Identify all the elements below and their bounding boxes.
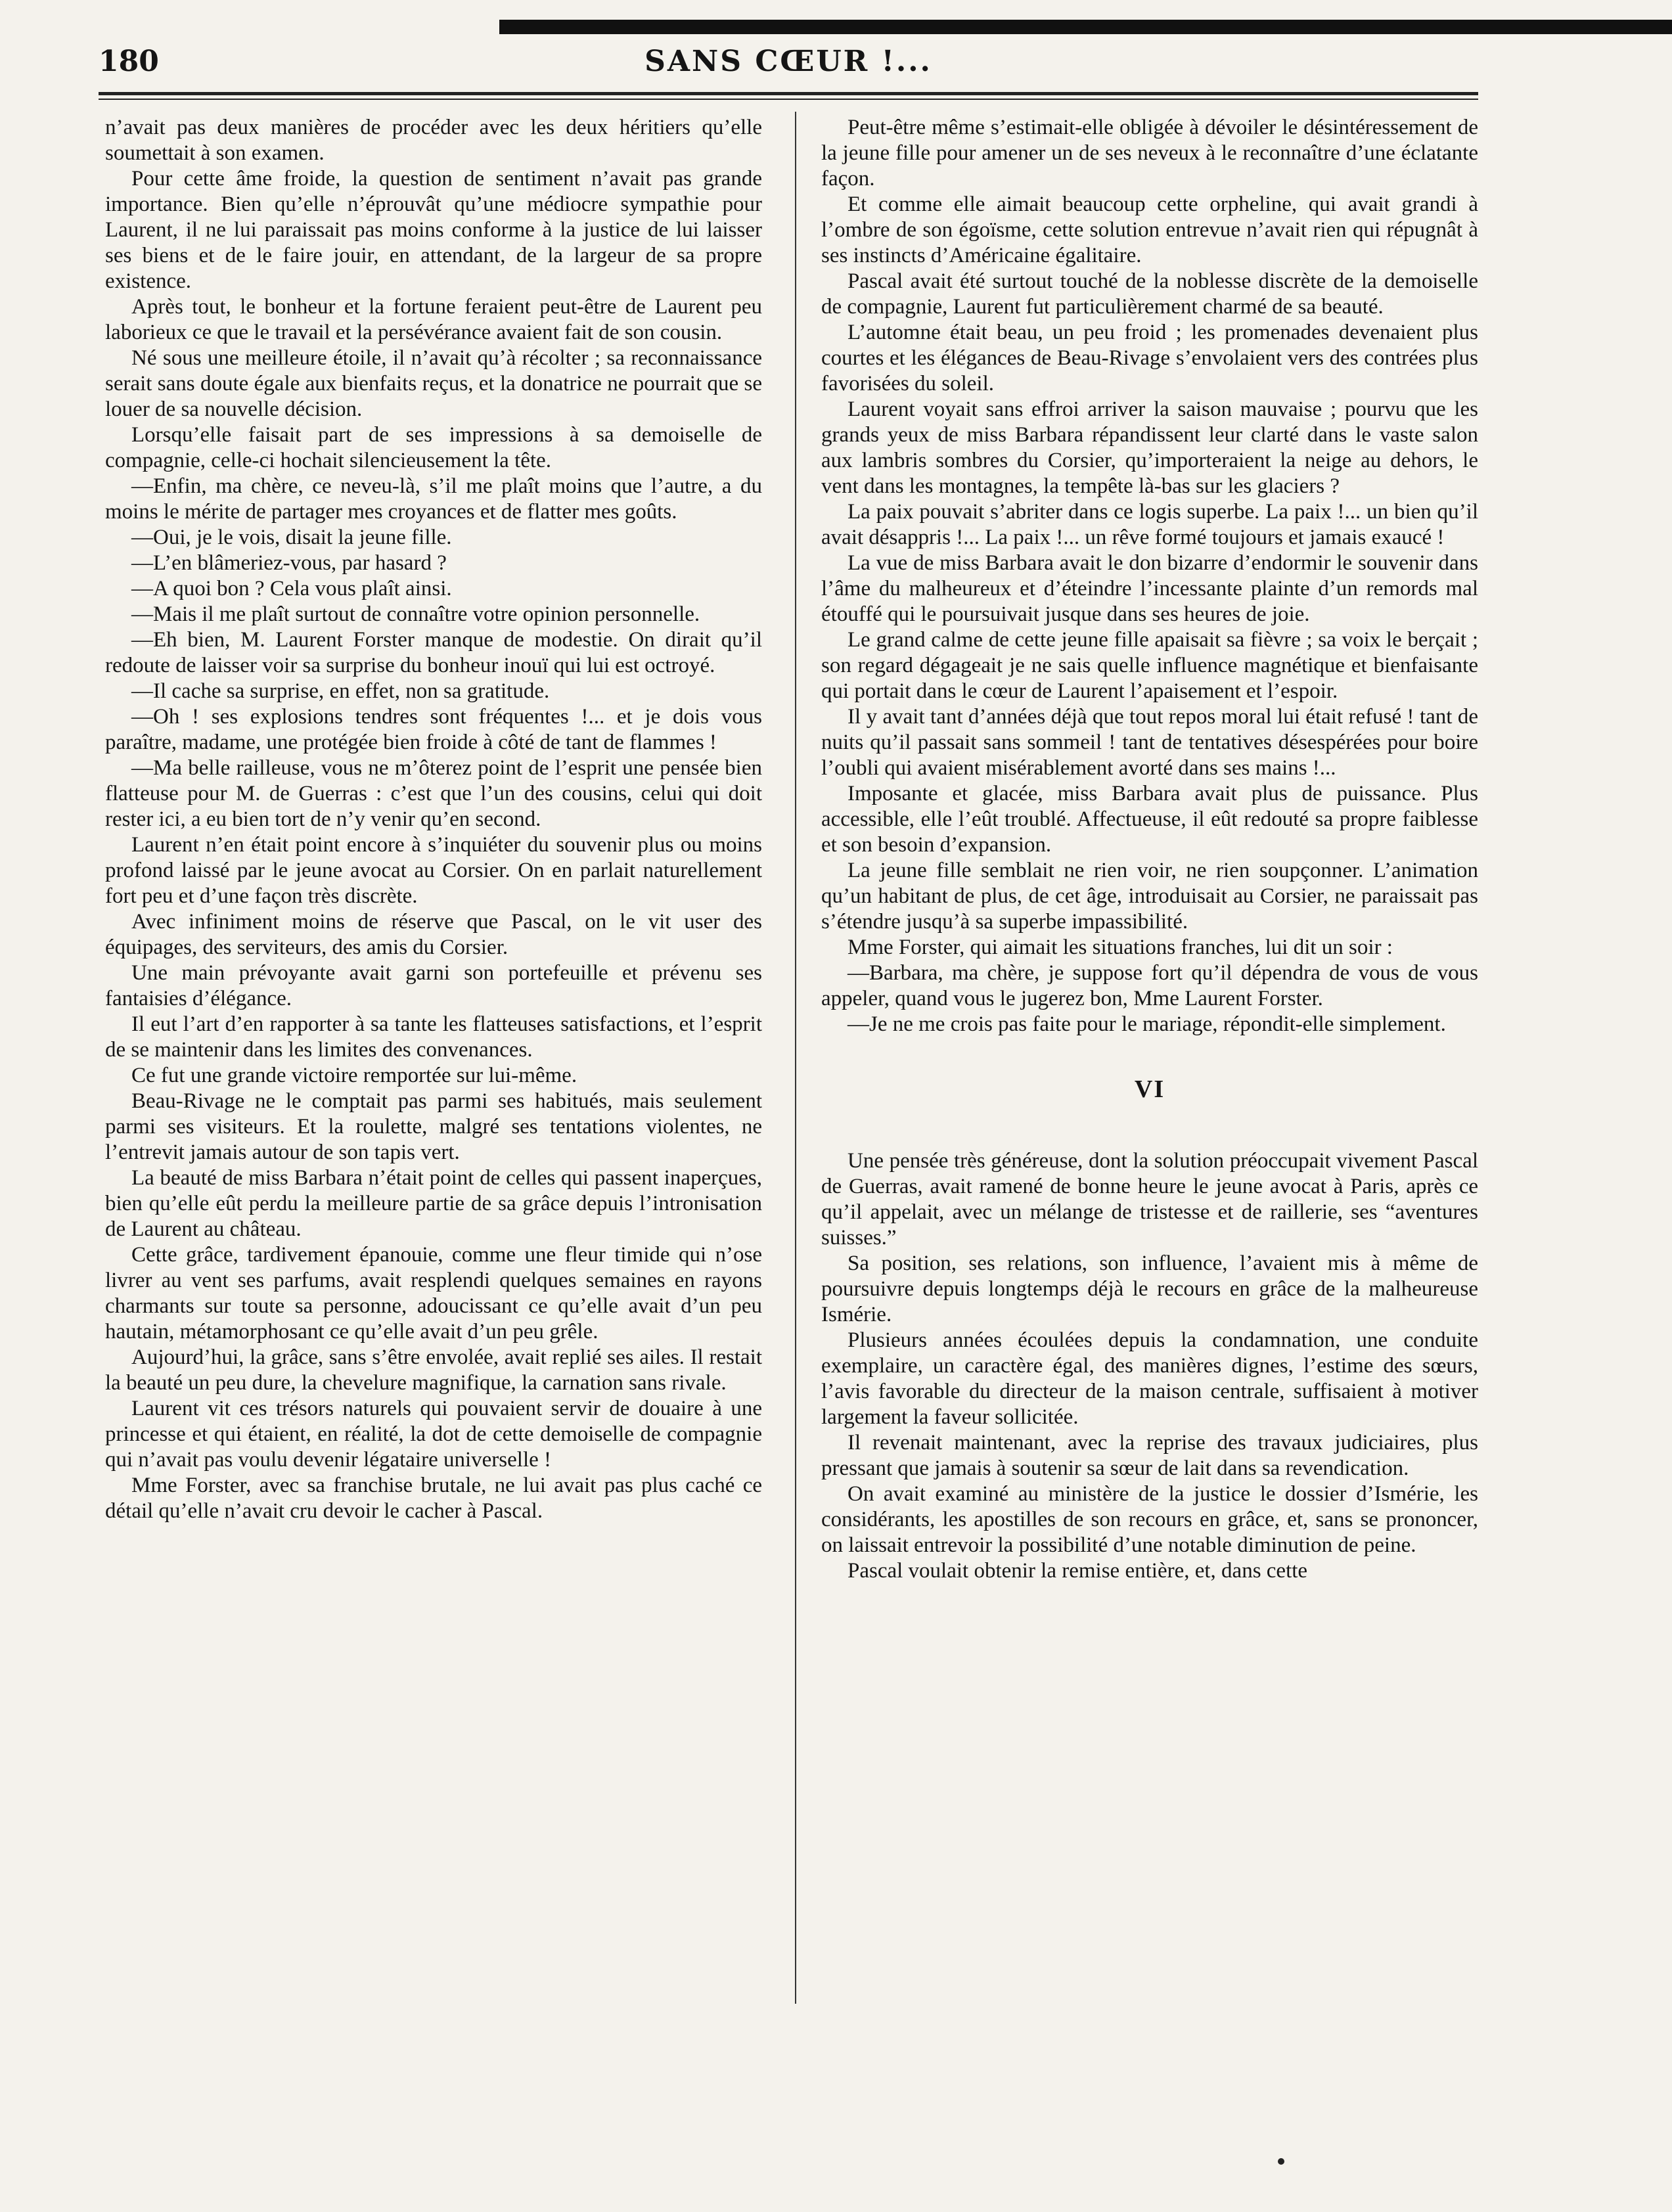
header-rule-thin: [99, 99, 1478, 100]
paragraph: Sa position, ses relations, son influence, l’avaient mis à même de poursuivre depuis longtemps déjà le recours en grâce de la malheureuse Ismérie.: [821, 1252, 1478, 1326]
paragraph: —L’en blâmeriez-vous, par hasard ?: [131, 551, 447, 575]
paragraph: —Mais il me plaît surtout de connaître votre opinion personnelle.: [131, 602, 700, 626]
paragraph: Il eut l’art d’en rapporter à sa tante les flatteuses satisfactions, et l’esprit de se maintenir dans les limites des convenances.: [105, 1012, 762, 1062]
paragraph: —A quoi bon ? Cela vous plaît ainsi.: [131, 577, 452, 600]
running-title: SANS CŒUR !...: [644, 45, 932, 78]
paragraph: —Eh bien, M. Laurent Forster manque de modestie. On dirait qu’il redoute de laisser voir sa surprise du bonheur inouï qui lui est octroyé.: [105, 628, 762, 677]
paragraph: La jeune fille semblait ne rien voir, ne rien soupçonner. L’animation qu’un habitant de plus, de cet âge, introduisait au Corsier, ne paraissait pas s’étendre jusqu’à sa superbe impassibilité.: [821, 859, 1478, 934]
paragraph: —Oh ! ses explosions tendres sont fréquentes !... et je dois vous paraître, madame, une protégée bien froide à côté de tant de flammes !: [105, 705, 762, 754]
paragraph: Une pensée très généreuse, dont la solution préoccupait vivement Pascal de Guerras, avait ramené de bonne heure le jeune avocat à Paris, après ce qu’il appelait, avec un mélange de tristesse et de raillerie, ses “aventures suisses.”: [821, 1149, 1478, 1250]
right-column-bottom-text: [821, 1148, 1478, 1584]
paragraph: —Oui, je le vois, disait la jeune fille.: [131, 526, 452, 549]
page-header: [99, 39, 1478, 92]
paragraph: La vue de miss Barbara avait le don bizarre d’endormir le souvenir dans l’âme du malheureux et d’éteindre l’incessante plainte d’un remords mal étouffé qui le poursuivait jusque dans ses heures de joie.: [821, 551, 1478, 626]
paragraph: L’automne était beau, un peu froid ; les promenades devenaient plus courtes et les élégances de Beau-Rivage s’envolaient vers des contrées plus favorisées du soleil.: [821, 321, 1478, 395]
left-column: [105, 115, 762, 1524]
paragraph: —Enfin, ma chère, ce neveu-là, s’il me plaît moins que l’autre, a du moins le mérite de partager mes croyances et de flatter mes goûts.: [105, 474, 762, 524]
paragraph: Avec infiniment moins de réserve que Pascal, on le vit user des équipages, des serviteurs, des amis du Corsier.: [105, 910, 762, 959]
paragraph: Mme Forster, avec sa franchise brutale, ne lui avait pas plus caché ce détail qu’elle n’avait cru devoir le cacher à Pascal.: [105, 1474, 762, 1523]
right-column-top-text: [821, 115, 1478, 1037]
ink-dot-mark: [1278, 2158, 1284, 2165]
paragraph: La beauté de miss Barbara n’était point de celles qui passent inaperçues, bien qu’elle eût perdu la meilleure partie de sa grâce depuis l’intronisation de Laurent au château.: [105, 1166, 762, 1241]
right-column: [821, 115, 1478, 1584]
paragraph: n’avait pas deux manières de procéder avec les deux héritiers qu’elle soumettait à son examen.: [105, 116, 762, 165]
paragraph: Aujourd’hui, la grâce, sans s’être envolée, avait replié ses ailes. Il restait la beauté un peu dure, la chevelure magnifique, la carnation sans rivale.: [105, 1345, 762, 1395]
paragraph: Laurent voyait sans effroi arriver la saison mauvaise ; pourvu que les grands yeux de miss Barbara répandissent leur clarté dans le vaste salon aux lambris sombres du Corsier, qu’importeraient la neige au dehors, le vent dans les montagnes, la tempête là-bas sur les glaciers ?: [821, 397, 1478, 498]
paragraph: Après tout, le bonheur et la fortune feraient peut-être de Laurent peu laborieux ce que le travail et la persévérance avaient fait de son cousin.: [105, 295, 762, 344]
paragraph: Cette grâce, tardivement épanouie, comme une fleur timide qui n’ose livrer au vent ses parfums, avait resplendi quelques semaines en rayons charmants sur toute sa personne, adoucissant ce qu’elle avait d’un peu hautain, métamorphosant ce qu’elle avait d’un peu grêle.: [105, 1243, 762, 1343]
paragraph: —Je ne me crois pas faite pour le mariage, répondit-elle simplement.: [847, 1012, 1446, 1036]
paragraph: Lorsqu’elle faisait part de ses impressions à sa demoiselle de compagnie, celle-ci hochait silencieusement la tête.: [105, 423, 762, 472]
paragraph: Et comme elle aimait beaucoup cette orpheline, qui avait grandi à l’ombre de son égoïsme, cette solution entrevue n’avait rien qui répugnât à ses instincts d’Américaine égalitaire.: [821, 192, 1478, 267]
paragraph: Laurent vit ces trésors naturels qui pouvaient servir de douaire à une princesse et qui étaient, en réalité, la dot de cette demoiselle de compagnie qui n’avait pas voulu devenir légataire universelle !: [105, 1397, 762, 1472]
paragraph: Une main prévoyante avait garni son portefeuille et prévenu ses fantaisies d’élégance.: [105, 961, 762, 1010]
paragraph: Il revenait maintenant, avec la reprise des travaux judiciaires, plus pressant que jamais à soutenir sa sœur de lait dans sa revendication.: [821, 1431, 1478, 1480]
section-heading: VI: [1134, 1075, 1165, 1103]
paragraph: Plusieurs années écoulées depuis la condamnation, une conduite exemplaire, un caractère égal, des manières dignes, l’estime des sœurs, l’avis favorable du directeur de la maison centrale, suffisaient à motiver largement la faveur sollicitée.: [821, 1328, 1478, 1429]
paragraph: Pascal avait été surtout touché de la noblesse discrète de la demoiselle de compagnie, Laurent fut particulièrement charmé de sa beauté.: [821, 269, 1478, 319]
paragraph: Peut-être même s’estimait-elle obligée à dévoiler le désintéressement de la jeune fille pour amener un de ses neveux à le reconnaître d’une éclatante façon.: [821, 116, 1478, 191]
paragraph: —Barbara, ma chère, je suppose fort qu’il dépendra de vous de vous appeler, quand vous le jugerez bon, Mme Laurent Forster.: [821, 961, 1478, 1010]
header-rule-thick: [99, 92, 1478, 95]
page-number: 180: [99, 45, 159, 78]
paragraph: —Il cache sa surprise, en effet, non sa gratitude.: [131, 679, 550, 703]
paragraph: On avait examiné au ministère de la justice le dossier d’Ismérie, les considérants, les apostilles de son recours en grâce, et, sans se prononcer, on laissait entrevoir la possibilité d’une notable diminution de peine.: [821, 1482, 1478, 1557]
paragraph: Beau-Rivage ne le comptait pas parmi ses habitués, mais seulement parmi ses visiteurs. Et la roulette, malgré ses tentations violentes, ne l’entrevit jamais autour de son tapis vert.: [105, 1089, 762, 1164]
paragraph: La paix pouvait s’abriter dans ce logis superbe. La paix !... un bien qu’il avait désappris !... La paix !... un rêve formé toujours et jamais exaucé !: [821, 500, 1478, 549]
top-black-bar: [499, 20, 1672, 34]
paragraph: Laurent n’en était point encore à s’inquiéter du souvenir plus ou moins profond laissé par le jeune avocat au Corsier. On en parlait naturellement fort peu et d’une façon très discrète.: [105, 833, 762, 908]
paragraph: Imposante et glacée, miss Barbara avait plus de puissance. Plus accessible, elle l’eût troublé. Affectueuse, il eût redouté sa propre faiblesse et son besoin d’expansion.: [821, 782, 1478, 857]
paragraph: Ce fut une grande victoire remportée sur lui-même.: [131, 1064, 577, 1087]
paragraph: —Ma belle railleuse, vous ne m’ôterez point de l’esprit une pensée bien flatteuse pour M. de Guerras : c’est que l’un des cousins, celui qui doit rester ici, a eu bien tort de n’y venir qu’en second.: [105, 756, 762, 831]
paragraph: Le grand calme de cette jeune fille apaisait sa fièvre ; sa voix le berçait ; son regard dégageait je ne sais quelle influence magnétique et bienfaisante qui portait dans le cœur de Laurent l’apaisement et l’espoir.: [821, 628, 1478, 703]
column-divider: [795, 112, 796, 2004]
paragraph: Mme Forster, qui aimait les situations franches, lui dit un soir :: [847, 936, 1393, 959]
paragraph: Pascal voulait obtenir la remise entière, et, dans cette: [847, 1559, 1308, 1583]
paragraph: Pour cette âme froide, la question de sentiment n’avait pas grande importance. Bien qu’elle n’éprouvât qu’une médiocre sympathie pour Laurent, il ne lui paraissait pas moins conforme à la justice de lui laisser ses biens et de le faire jouir, en attendant, de la largeur de sa propre existence.: [105, 167, 762, 293]
paragraph: Né sous une meilleure étoile, il n’avait qu’à récolter ; sa reconnaissance serait sans doute égale aux bienfaits reçus, et la donatrice ne pourrait que se louer de sa nouvelle décision.: [105, 346, 762, 421]
paragraph: Il y avait tant d’années déjà que tout repos moral lui était refusé ! tant de nuits qu’il passait sans sommeil ! tant de tentatives désespérées pour boire l’oubli qui avaient misérablement avorté dans ses mains !...: [821, 705, 1478, 780]
